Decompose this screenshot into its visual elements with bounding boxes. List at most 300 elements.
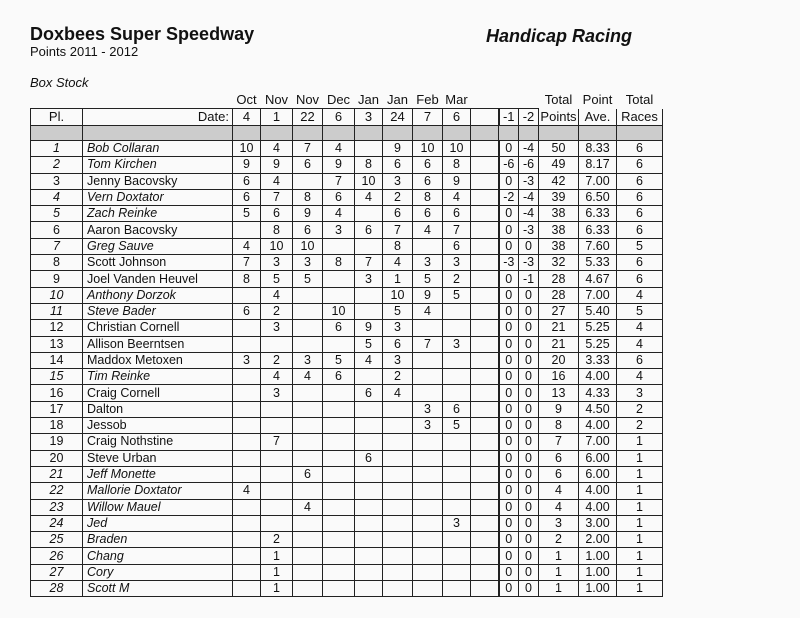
adjust-2-cell: 0 (519, 320, 539, 336)
race-points-cell: 3 (355, 271, 383, 287)
race-points-cell (293, 303, 323, 319)
race-points-cell (323, 466, 355, 482)
race-points-cell (355, 418, 383, 434)
total-points-cell: 38 (539, 206, 579, 222)
point-ave-cell: 7.00 (579, 173, 617, 189)
place-cell: 7 (31, 238, 83, 254)
race-points-cell (383, 466, 413, 482)
race-points-cell: 6 (233, 189, 261, 205)
total-points-cell: 1 (539, 564, 579, 580)
race-points-cell: 3 (293, 352, 323, 368)
race-points-cell: 3 (383, 352, 413, 368)
driver-name: Cory (83, 564, 233, 580)
race-points-cell: 3 (233, 352, 261, 368)
race-points-cell: 5 (443, 287, 471, 303)
adjust-1-cell: 0 (499, 466, 519, 482)
adjust-2-cell: 0 (519, 352, 539, 368)
adjust-2-cell: -6 (519, 157, 539, 173)
total-races-cell: 4 (617, 287, 663, 303)
race-points-cell (293, 515, 323, 531)
point-ave-cell: 4.67 (579, 271, 617, 287)
race-points-cell: 6 (383, 206, 413, 222)
season-subtitle: Points 2011 - 2012 (30, 44, 139, 59)
point-ave-cell: 2.00 (579, 532, 617, 548)
race-points-cell: 6 (443, 238, 471, 254)
race-points-cell (413, 450, 443, 466)
adjust-2-cell: -4 (519, 189, 539, 205)
point-ave-cell: 4.00 (579, 499, 617, 515)
total-races-cell: 1 (617, 434, 663, 450)
race-points-cell: 6 (293, 157, 323, 173)
race-points-cell: 2 (383, 369, 413, 385)
race-points-cell (323, 336, 355, 352)
table-row (31, 564, 663, 580)
race-points-cell (233, 336, 261, 352)
place-cell: 3 (31, 173, 83, 189)
race-points-cell: 4 (261, 141, 293, 157)
race-points-cell: 3 (261, 320, 293, 336)
race-points-cell: 8 (261, 222, 293, 238)
race-points-cell (233, 401, 261, 417)
adjust-1-cell: 0 (499, 450, 519, 466)
race-points-cell (443, 320, 471, 336)
race-points-cell (233, 287, 261, 303)
table-row (31, 255, 663, 271)
place-cell: 28 (31, 581, 83, 597)
race-points-cell (323, 287, 355, 303)
adjust-1-cell: -2 (499, 189, 519, 205)
point-ave-cell: 3.33 (579, 352, 617, 368)
point-ave-cell: 1.00 (579, 581, 617, 597)
total-points-cell: 21 (539, 336, 579, 352)
race-points-cell: 4 (383, 385, 413, 401)
adjust-1-cell: 0 (499, 206, 519, 222)
race-points-cell: 4 (293, 499, 323, 515)
race-points-cell (293, 564, 323, 580)
race-points-cell: 8 (355, 157, 383, 173)
driver-name: Zach Reinke (83, 206, 233, 222)
race-points-cell (293, 385, 323, 401)
race-points-cell: 6 (233, 173, 261, 189)
race-points-cell (355, 141, 383, 157)
total-points-header-2: Points (540, 108, 577, 124)
point-ave-cell: 5.25 (579, 336, 617, 352)
race-points-cell (443, 499, 471, 515)
race-points-cell (355, 483, 383, 499)
place-header: Pl. (31, 109, 83, 126)
month-header: Nov (295, 92, 320, 107)
race-points-cell (293, 320, 323, 336)
race-points-cell (355, 532, 383, 548)
adjust-1-cell: 0 (499, 418, 519, 434)
adjust-1-cell: 0 (499, 320, 519, 336)
race-points-cell (355, 303, 383, 319)
race-points-cell (293, 450, 323, 466)
race-points-cell: 10 (355, 173, 383, 189)
race-points-cell (293, 336, 323, 352)
table-row (31, 189, 663, 205)
race-points-cell (323, 483, 355, 499)
standings-table (30, 92, 663, 597)
driver-name: Bob Collaran (83, 141, 233, 157)
race-points-cell: 7 (355, 255, 383, 271)
total-races-cell: 5 (617, 238, 663, 254)
race-points-cell (443, 450, 471, 466)
total-races-cell: 1 (617, 532, 663, 548)
point-ave-cell: 6.00 (579, 466, 617, 482)
place-cell: 11 (31, 303, 83, 319)
adjust-1-cell: 0 (499, 532, 519, 548)
race-points-cell (233, 320, 261, 336)
table-row (31, 206, 663, 222)
total-races-cell: 1 (617, 515, 663, 531)
adjust-1-cell: 0 (499, 287, 519, 303)
point-ave-cell: 4.50 (579, 401, 617, 417)
adjust-2-cell: -3 (519, 255, 539, 271)
place-cell: 19 (31, 434, 83, 450)
race-points-cell (233, 499, 261, 515)
race-points-cell (383, 418, 413, 434)
adjust-1-cell: -6 (499, 157, 519, 173)
place-cell: 20 (31, 450, 83, 466)
adjust-2-cell: 0 (519, 401, 539, 417)
total-points-cell: 42 (539, 173, 579, 189)
race-points-cell (323, 385, 355, 401)
place-cell: 9 (31, 271, 83, 287)
race-points-cell: 4 (261, 287, 293, 303)
race-points-cell (443, 369, 471, 385)
race-points-cell: 2 (383, 189, 413, 205)
race-points-cell (293, 581, 323, 597)
race-points-cell: 5 (293, 271, 323, 287)
date-header: 24 (383, 109, 413, 126)
race-points-cell (323, 434, 355, 450)
race-points-cell: 6 (293, 466, 323, 482)
driver-name: Aaron Bacovsky (83, 222, 233, 238)
race-points-cell (233, 532, 261, 548)
adjust-1-cell: 0 (499, 564, 519, 580)
race-points-cell: 4 (233, 483, 261, 499)
adjust-1-cell: 0 (499, 352, 519, 368)
race-points-cell (383, 532, 413, 548)
adjust-1-cell: 0 (499, 369, 519, 385)
race-points-cell (323, 450, 355, 466)
date-header: 4 (233, 109, 261, 126)
table-row (31, 581, 663, 597)
race-points-cell: 4 (293, 369, 323, 385)
point-ave-cell: 6.50 (579, 189, 617, 205)
place-cell: 22 (31, 483, 83, 499)
adjust-2-cell: 0 (519, 499, 539, 515)
driver-name: Jessob (83, 418, 233, 434)
race-points-cell (323, 418, 355, 434)
total-points-cell: 6 (539, 466, 579, 482)
adjust-2-cell: 0 (519, 564, 539, 580)
race-points-cell: 2 (261, 532, 293, 548)
race-points-cell: 6 (293, 222, 323, 238)
race-points-cell: 4 (261, 173, 293, 189)
place-cell: 27 (31, 564, 83, 580)
total-points-cell: 2 (539, 532, 579, 548)
adjust-2-cell: 0 (519, 287, 539, 303)
point-ave-cell: 5.40 (579, 303, 617, 319)
total-points-cell: 20 (539, 352, 579, 368)
total-races-cell: 3 (617, 385, 663, 401)
total-points-cell: 4 (539, 499, 579, 515)
point-ave-cell: 4.00 (579, 483, 617, 499)
race-points-cell: 3 (261, 255, 293, 271)
table-row (31, 532, 663, 548)
race-points-cell: 8 (323, 255, 355, 271)
race-points-cell: 10 (293, 238, 323, 254)
race-points-cell (233, 466, 261, 482)
table-row (31, 271, 663, 287)
race-points-cell: 8 (293, 189, 323, 205)
total-races-cell: 1 (617, 450, 663, 466)
race-points-cell: 6 (443, 206, 471, 222)
race-points-cell: 1 (261, 581, 293, 597)
total-points-cell: 32 (539, 255, 579, 271)
adjust-2-cell: 0 (519, 369, 539, 385)
adjust-1-cell: 0 (499, 271, 519, 287)
race-points-cell: 4 (413, 303, 443, 319)
total-races-cell: 2 (617, 418, 663, 434)
race-points-cell: 6 (383, 336, 413, 352)
race-points-cell (383, 548, 413, 564)
driver-name: Chang (83, 548, 233, 564)
point-ave-cell: 4.33 (579, 385, 617, 401)
race-points-cell: 6 (443, 401, 471, 417)
race-points-cell: 7 (293, 141, 323, 157)
place-cell: 6 (31, 222, 83, 238)
race-points-cell: 9 (355, 320, 383, 336)
race-points-cell: 7 (261, 189, 293, 205)
race-points-cell: 3 (443, 336, 471, 352)
race-points-cell (355, 515, 383, 531)
total-races-cell: 1 (617, 483, 663, 499)
date-header: 3 (355, 109, 383, 126)
race-points-cell: 8 (413, 189, 443, 205)
total-races-cell: 1 (617, 581, 663, 597)
total-points-cell: 21 (539, 320, 579, 336)
driver-name: Allison Beerntsen (83, 336, 233, 352)
adjust-1-cell: 0 (499, 581, 519, 597)
total-points-cell: 6 (539, 450, 579, 466)
race-points-cell: 7 (443, 222, 471, 238)
race-points-cell: 1 (383, 271, 413, 287)
race-points-cell (355, 206, 383, 222)
place-cell: 8 (31, 255, 83, 271)
race-points-cell (293, 434, 323, 450)
race-points-cell: 3 (261, 385, 293, 401)
race-points-cell (233, 450, 261, 466)
adjust-2-cell: -3 (519, 222, 539, 238)
race-points-cell (293, 483, 323, 499)
race-points-cell: 3 (443, 255, 471, 271)
table-row (31, 369, 663, 385)
race-points-cell: 7 (413, 336, 443, 352)
driver-name: Braden (83, 532, 233, 548)
race-points-cell (323, 271, 355, 287)
point-ave-cell: 6.33 (579, 206, 617, 222)
race-points-cell (355, 287, 383, 303)
adjust-1-cell: 0 (499, 141, 519, 157)
race-points-cell: 2 (261, 352, 293, 368)
total-races-cell: 6 (617, 352, 663, 368)
total-races-cell: 1 (617, 548, 663, 564)
point-ave-cell: 5.25 (579, 320, 617, 336)
race-points-cell (355, 466, 383, 482)
place-cell: 17 (31, 401, 83, 417)
race-points-cell (413, 548, 443, 564)
place-cell: 25 (31, 532, 83, 548)
place-cell: 18 (31, 418, 83, 434)
race-points-cell (261, 466, 293, 482)
point-ave-cell: 7.60 (579, 238, 617, 254)
place-cell: 10 (31, 287, 83, 303)
total-races-cell: 6 (617, 206, 663, 222)
month-header: Oct (236, 92, 257, 107)
place-cell: 15 (31, 369, 83, 385)
adjust-2-cell: 0 (519, 303, 539, 319)
total-races-cell: 6 (617, 157, 663, 173)
total-points-cell: 13 (539, 385, 579, 401)
race-points-cell (413, 564, 443, 580)
table-row (31, 320, 663, 336)
race-points-cell (413, 532, 443, 548)
race-points-cell (261, 483, 293, 499)
total-points-cell: 49 (539, 157, 579, 173)
adjust-2-cell: -4 (519, 141, 539, 157)
driver-name: Steve Urban (83, 450, 233, 466)
table-row (31, 303, 663, 319)
race-points-cell (233, 385, 261, 401)
adjust-1-cell: 0 (499, 483, 519, 499)
race-points-cell: 5 (323, 352, 355, 368)
month-header: Jan (387, 92, 408, 107)
month-header: Jan (358, 92, 379, 107)
date-header: 6 (443, 109, 471, 126)
adjust-2-cell: 0 (519, 336, 539, 352)
adjust-1-cell: 0 (499, 238, 519, 254)
total-races-cell: 6 (617, 271, 663, 287)
race-points-cell: 4 (355, 189, 383, 205)
total-points-cell: 1 (539, 581, 579, 597)
race-points-cell: 4 (413, 222, 443, 238)
driver-name: Dalton (83, 401, 233, 417)
adjust-2-cell: -4 (519, 206, 539, 222)
table-row (31, 418, 663, 434)
race-points-cell (383, 483, 413, 499)
category-heading: Handicap Racing (486, 26, 633, 46)
race-points-cell: 7 (383, 222, 413, 238)
race-points-cell (355, 369, 383, 385)
race-points-cell (261, 515, 293, 531)
race-points-cell: 4 (261, 369, 293, 385)
race-points-cell: 9 (261, 157, 293, 173)
race-points-cell: 5 (443, 418, 471, 434)
race-points-cell (261, 499, 293, 515)
race-points-cell (323, 238, 355, 254)
total-races-cell: 4 (617, 320, 663, 336)
table-row (31, 515, 663, 531)
race-points-cell (383, 401, 413, 417)
total-points-cell: 8 (539, 418, 579, 434)
race-points-cell: 3 (413, 401, 443, 417)
table-row (31, 287, 663, 303)
point-ave-cell: 3.00 (579, 515, 617, 531)
total-points-cell: 9 (539, 401, 579, 417)
race-points-cell: 3 (383, 320, 413, 336)
adjust-2-cell: 0 (519, 483, 539, 499)
race-points-cell (383, 564, 413, 580)
race-points-cell: 9 (383, 141, 413, 157)
place-cell: 26 (31, 548, 83, 564)
table-row (31, 401, 663, 417)
race-points-cell: 5 (261, 271, 293, 287)
point-ave-cell: 8.17 (579, 157, 617, 173)
table-row (31, 352, 663, 368)
race-points-cell: 4 (323, 141, 355, 157)
driver-name: Maddox Metoxen (83, 352, 233, 368)
place-cell: 4 (31, 189, 83, 205)
race-points-cell (355, 401, 383, 417)
race-points-cell: 10 (261, 238, 293, 254)
place-cell: 16 (31, 385, 83, 401)
race-points-cell (293, 287, 323, 303)
race-points-cell (293, 548, 323, 564)
race-points-cell (443, 581, 471, 597)
total-points-cell: 27 (539, 303, 579, 319)
race-points-cell: 1 (261, 548, 293, 564)
race-points-cell: 4 (443, 189, 471, 205)
table-row (31, 222, 663, 238)
race-points-cell (261, 401, 293, 417)
total-races-cell: 1 (617, 466, 663, 482)
race-points-cell (233, 548, 261, 564)
race-points-cell (413, 238, 443, 254)
driver-name: Willow Mauel (83, 499, 233, 515)
total-races-header-2: Races (617, 109, 663, 126)
race-points-cell (355, 238, 383, 254)
total-points-cell: 3 (539, 515, 579, 531)
adjust-2-cell: 0 (519, 434, 539, 450)
driver-name: Craig Nothstine (83, 434, 233, 450)
race-points-cell: 7 (261, 434, 293, 450)
driver-name: Steve Bader (83, 303, 233, 319)
driver-name: Jeff Monette (83, 466, 233, 482)
place-cell: 23 (31, 499, 83, 515)
adjust-1-cell: 0 (499, 303, 519, 319)
race-points-cell (355, 564, 383, 580)
race-points-cell: 9 (443, 173, 471, 189)
total-races-cell: 1 (617, 564, 663, 580)
race-points-cell (233, 564, 261, 580)
adjust-1-cell: -3 (499, 255, 519, 271)
driver-name: Scott Johnson (83, 255, 233, 271)
race-points-cell (443, 466, 471, 482)
race-points-cell (383, 581, 413, 597)
race-points-cell: 4 (355, 352, 383, 368)
adjust-1-cell: 0 (499, 499, 519, 515)
date-label: Date: (83, 109, 233, 126)
race-points-cell: 4 (233, 238, 261, 254)
race-points-cell: 7 (323, 173, 355, 189)
place-cell: 12 (31, 320, 83, 336)
race-points-cell: 6 (355, 385, 383, 401)
table-row (31, 450, 663, 466)
adjust-2-cell: -3 (519, 173, 539, 189)
